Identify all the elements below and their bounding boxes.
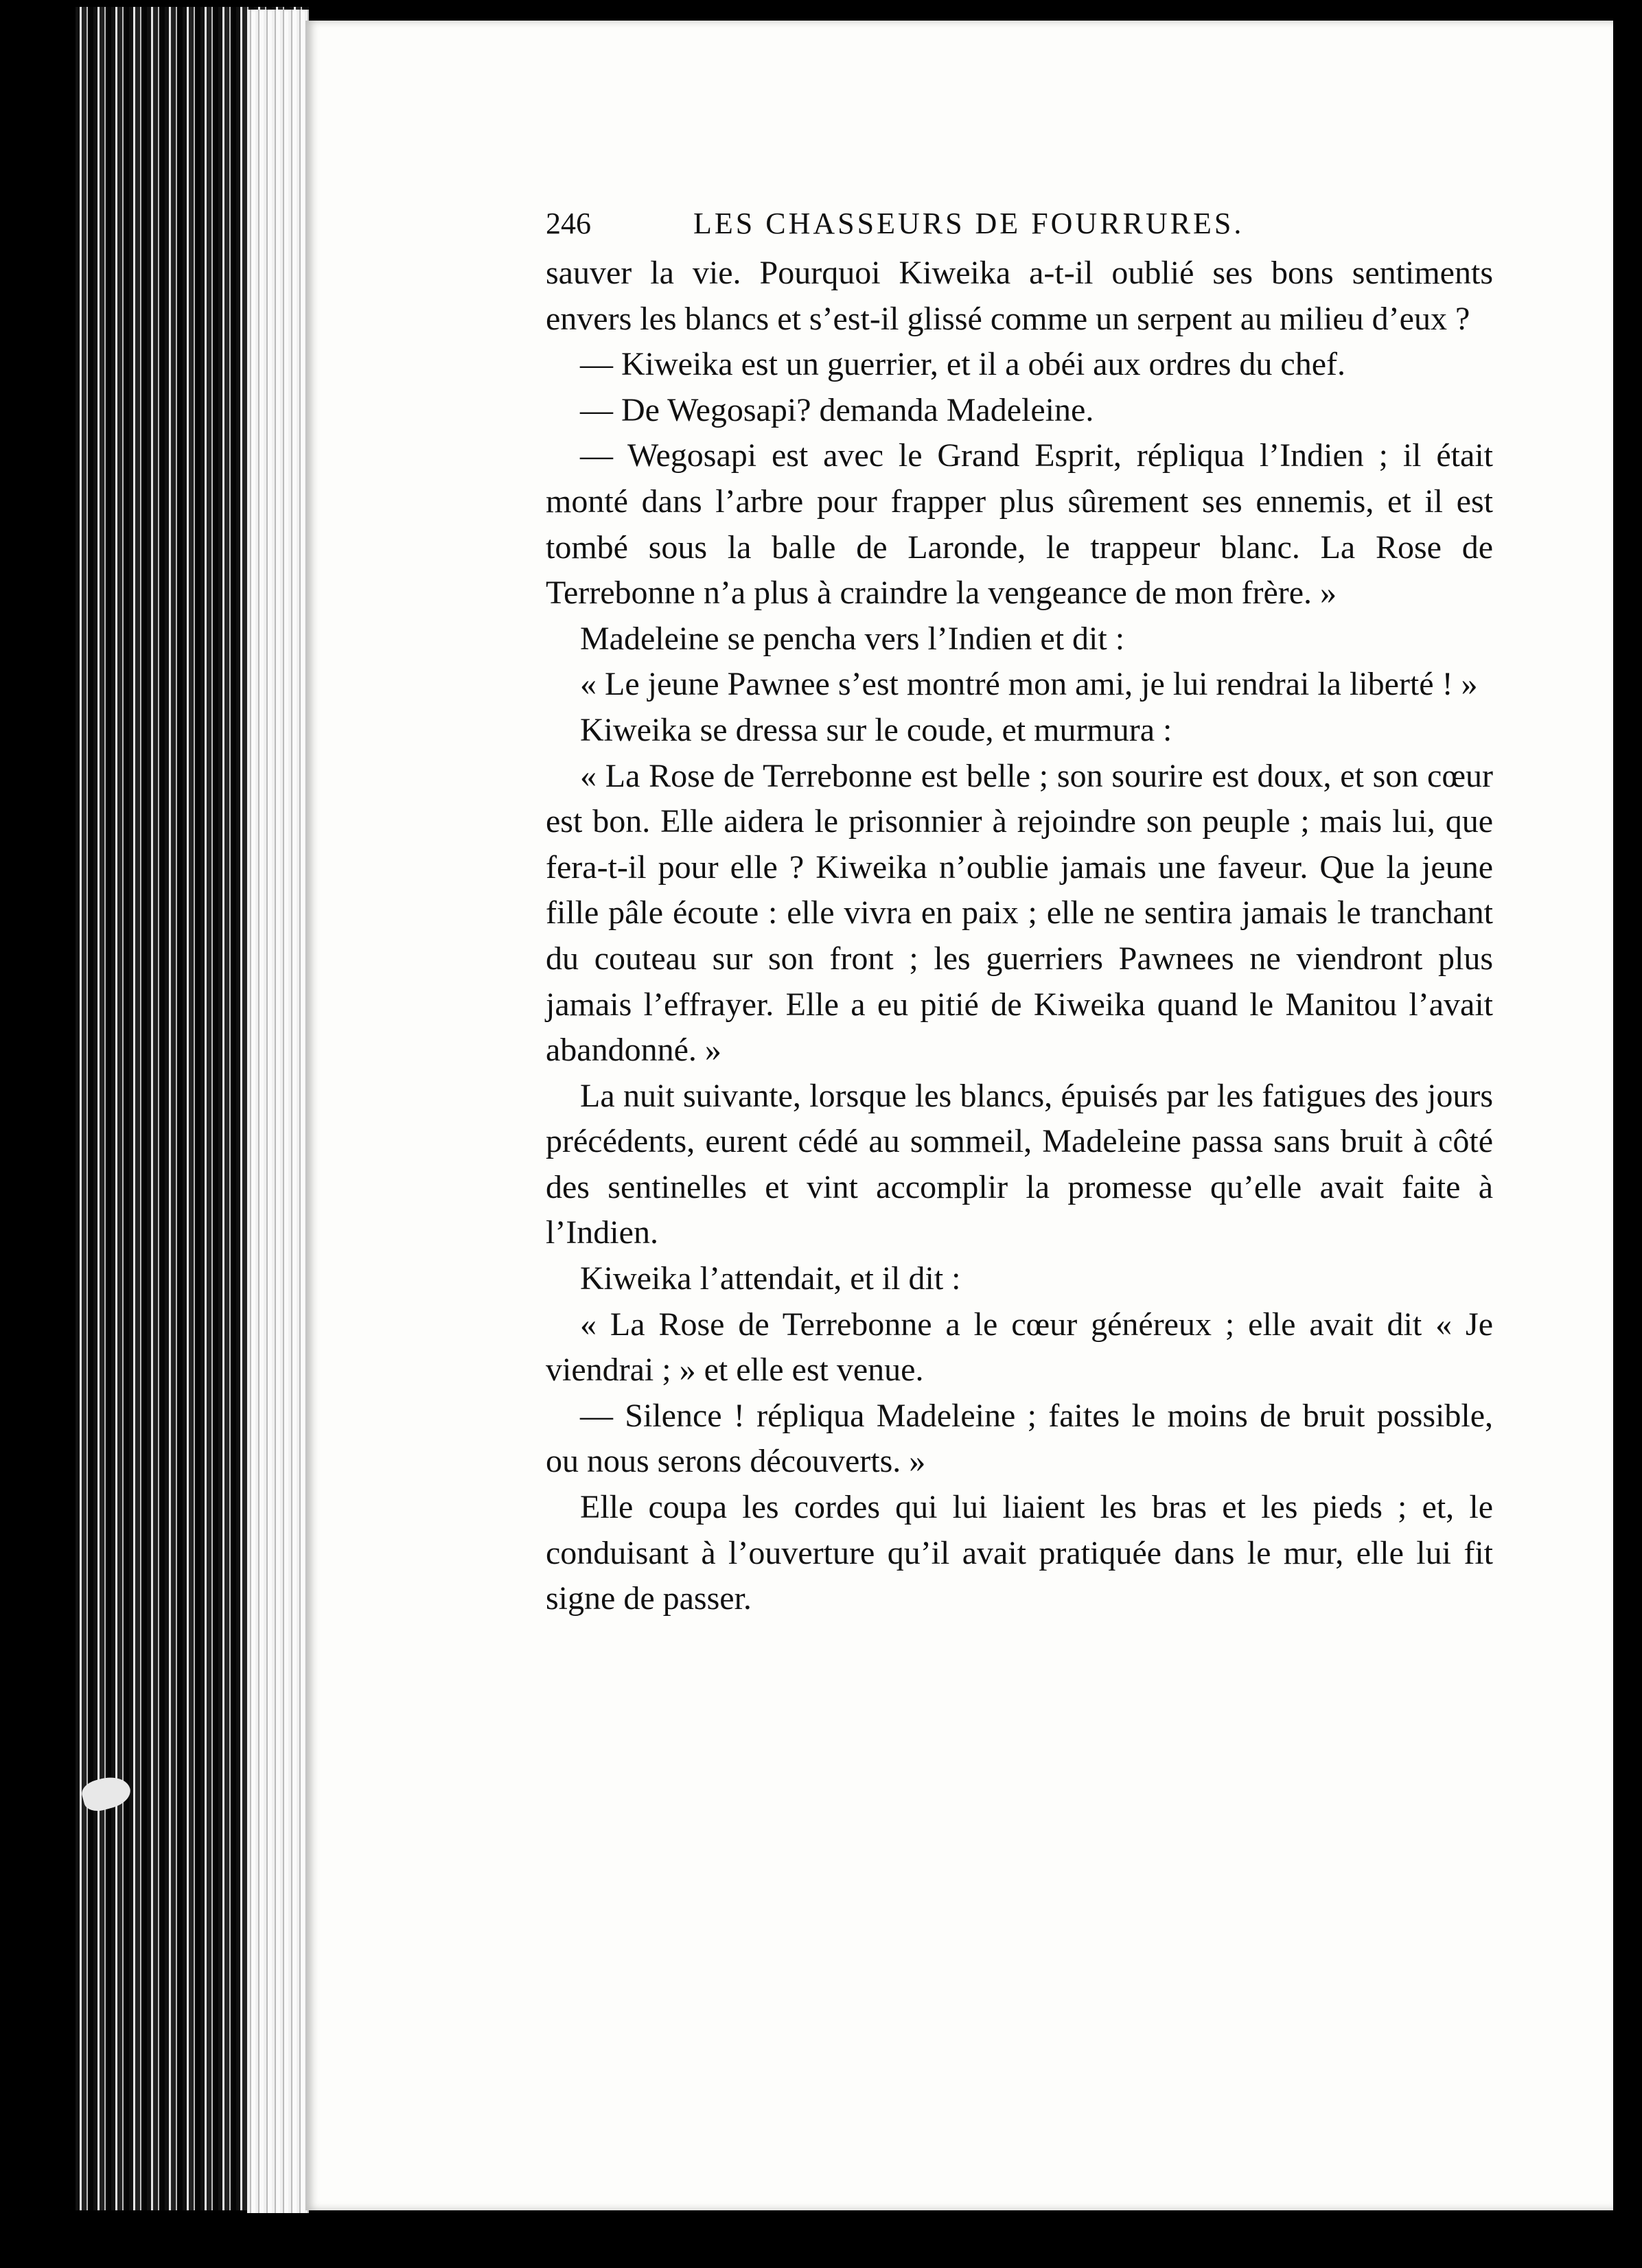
paragraph: — De Wegosapi? demanda Madeleine. — [580, 391, 1094, 428]
paragraph: Madeleine se pencha vers l’Indien et dit : — [580, 620, 1125, 657]
page-stack — [247, 10, 309, 2213]
paragraph: « La Rose de Terrebonne est belle ; son sourire est doux, et son cœur est bon. Elle aidera le prisonnier à rejoindre son peuple ; mais lui, que fera-t-il pour elle ? Kiweika n’oublie jamais une faveur. Que la jeune fille pâle écoute : elle vivra en paix ; elle ne sentira jamais le tranchant du couteau sur son front ; les guerriers Pawnees ne viendront plus jamais l’effrayer. Elle a eu pitié de Kiweika quand le Manitou l’avait abandonné. » — [546, 757, 1493, 1069]
paragraph: La nuit suivante, lorsque les blancs, épuisés par les fatigues des jours précédents, eurent cédé au sommeil, Madeleine passa sans bruit à côté des sentinelles et vint accomplir la promesse qu’elle avait faite à l’Indien. — [546, 1077, 1493, 1251]
paragraph: sauver la vie. Pourquoi Kiweika a-t-il oublié ses bons sentiments envers les blancs et s’est-il glissé comme un serpent au milieu d’eux ? — [546, 255, 1493, 337]
paragraph: « La Rose de Terrebonne a le cœur généreux ; elle avait dit « Je viendrai ; » et elle est venue. — [546, 1306, 1493, 1389]
paragraph: — Silence ! répliqua Madeleine ; faites le moins de bruit possible, ou nous serons découverts. » — [546, 1397, 1493, 1480]
paragraph: — Kiweika est un guerrier, et il a obéi aux ordres du chef. — [580, 346, 1346, 383]
running-title: LES CHASSEURS DE FOURRURES. — [693, 207, 1245, 240]
paragraph: « Le jeune Pawnee s’est montré mon ami, je lui rendrai la liberté ! » — [580, 666, 1478, 703]
paragraph: Elle coupa les cordes qui lui liaient les bras et les pieds ; et, le conduisant à l’ouverture qu’il avait pratiquée dans le mur, elle lui fit signe de passer. — [546, 1489, 1493, 1617]
running-header — [546, 206, 1315, 240]
paragraph: Kiweika l’attendait, et il dit : — [580, 1260, 961, 1297]
paragraph: — Wegosapi est avec le Grand Esprit, répliqua l’Indien ; il était monté dans l’arbre pour frapper plus sûrement ses ennemis, et il est tombé sous la balle de Laronde, le trappeur blanc. La Rose de Terrebonne n’a plus à craindre la vengeance de mon frère. » — [546, 437, 1493, 612]
page-number: 246 — [546, 207, 591, 240]
paragraph: Kiweika se dressa sur le coude, et murmura : — [580, 711, 1172, 748]
body-text — [546, 251, 1493, 1622]
